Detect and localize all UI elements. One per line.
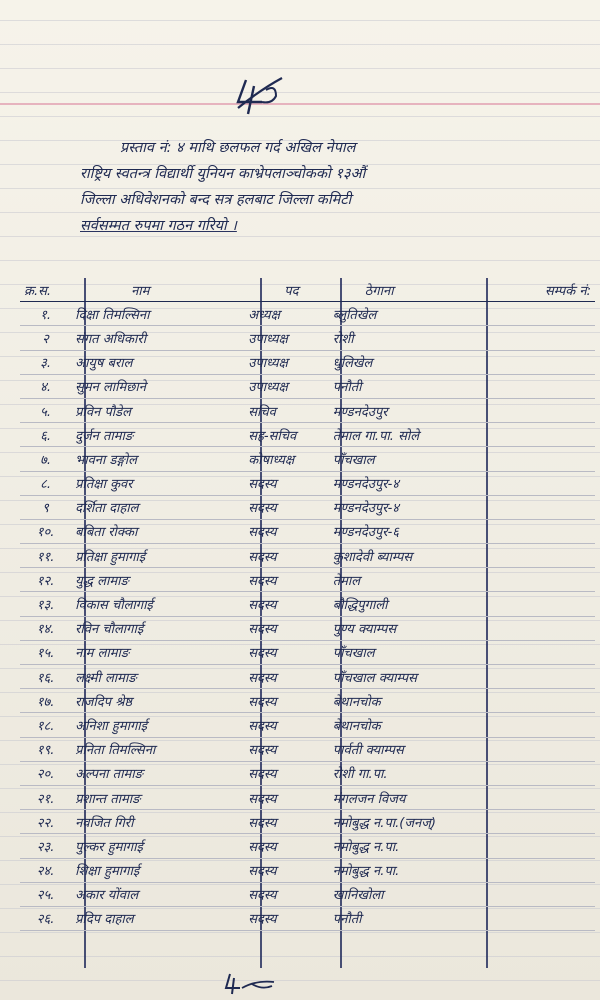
cell-address: मंगलजन विजय <box>329 785 494 809</box>
cell-phone <box>494 544 595 568</box>
cell-post: सदस्य <box>244 592 329 616</box>
ruled-line <box>0 44 600 45</box>
cell-address: तेमाल गा.पा. सोले <box>329 423 494 447</box>
cell-name: पुल्कर हुमागाई <box>71 834 244 858</box>
table-row <box>20 906 595 930</box>
cell-phone <box>494 495 595 519</box>
pink-margin-line <box>0 103 600 105</box>
cell-address: मण्डनदेउपुर-६ <box>329 519 494 543</box>
header-post: पद <box>244 278 329 302</box>
cell-post: सदस्य <box>244 810 329 834</box>
cell-phone <box>494 834 595 858</box>
cell-sn: १६. <box>20 665 71 689</box>
cell-phone <box>494 350 595 374</box>
cell-phone <box>494 302 595 326</box>
table-row <box>20 326 595 350</box>
table-row <box>20 761 595 785</box>
cell-sn: १. <box>20 302 71 326</box>
cell-name: संगत अधिकारी <box>71 326 244 350</box>
cell-address: मण्डनदेउपुर <box>329 398 494 422</box>
cell-post: उपाध्यक्ष <box>244 350 329 374</box>
table-row <box>20 568 595 592</box>
header-name: नाम <box>71 278 244 302</box>
cell-name: आयुष बराल <box>71 350 244 374</box>
cell-sn: ११. <box>20 544 71 568</box>
cell-name: नाम लामाङ <box>71 640 244 664</box>
table-row <box>20 398 595 422</box>
cell-phone <box>494 882 595 906</box>
table-row <box>20 495 595 519</box>
cell-sn: ६. <box>20 423 71 447</box>
cell-address: बौद्धिपुगाली <box>329 592 494 616</box>
cell-address: पाँचखाल क्याम्पस <box>329 665 494 689</box>
cell-post: अध्यक्ष <box>244 302 329 326</box>
cell-phone <box>494 568 595 592</box>
ruled-line <box>0 956 600 957</box>
cell-name: सुमन लामिछाने <box>71 374 244 398</box>
cell-name: राजदिप श्रेष्ठ <box>71 689 244 713</box>
cell-name: युद्ध लामाङ <box>71 568 244 592</box>
cell-post: सदस्य <box>244 858 329 882</box>
cell-post: सदस्य <box>244 665 329 689</box>
cell-phone <box>494 665 595 689</box>
cell-name: भावना डङ्गोल <box>71 447 244 471</box>
table-row <box>20 423 595 447</box>
cell-address: धुलिखेल <box>329 350 494 374</box>
cell-address: मण्डनदेउपुर-४ <box>329 471 494 495</box>
cell-phone <box>494 423 595 447</box>
table-row <box>20 882 595 906</box>
cell-name: अल्पना तामाङ <box>71 761 244 785</box>
cell-phone <box>494 326 595 350</box>
cell-sn: २६. <box>20 906 71 930</box>
table-row <box>20 447 595 471</box>
cell-post: सचिव <box>244 398 329 422</box>
cell-phone <box>494 785 595 809</box>
cell-phone <box>494 810 595 834</box>
cell-phone <box>494 737 595 761</box>
cell-address: पनौती <box>329 374 494 398</box>
cell-address: रोशी <box>329 326 494 350</box>
roster-body <box>20 302 595 931</box>
cell-phone <box>494 398 595 422</box>
table-row <box>20 737 595 761</box>
cell-name: लक्ष्मी लामाङ <box>71 665 244 689</box>
cell-sn: २१. <box>20 785 71 809</box>
ruled-line <box>0 20 600 21</box>
cell-address: पाँचखाल <box>329 640 494 664</box>
table-row <box>20 302 595 326</box>
cell-post: सदस्य <box>244 713 329 737</box>
cell-address: बेथानचोक <box>329 713 494 737</box>
cell-post: उपाध्यक्ष <box>244 326 329 350</box>
cell-sn: २०. <box>20 761 71 785</box>
cell-phone <box>494 471 595 495</box>
cell-name: अकार योंवाल <box>71 882 244 906</box>
cell-name: अनिशा हुमागाई <box>71 713 244 737</box>
cell-sn: १२. <box>20 568 71 592</box>
table-row <box>20 665 595 689</box>
cell-post: कोषाध्यक्ष <box>244 447 329 471</box>
heading-line-4: सर्वसम्मत रुपमा गठन गरियो । <box>80 218 237 234</box>
cell-address: नमोबुद्ध न.पा.(जनज्) <box>329 810 494 834</box>
cell-sn: १८. <box>20 713 71 737</box>
cell-address: नमोबुद्ध न.पा. <box>329 834 494 858</box>
table-row <box>20 350 595 374</box>
table-row <box>20 471 595 495</box>
cell-name: रविन चौलागाई <box>71 616 244 640</box>
cell-sn: १७. <box>20 689 71 713</box>
cell-sn: ९ <box>20 495 71 519</box>
cell-post: सदस्य <box>244 519 329 543</box>
table-row <box>20 640 595 664</box>
cell-sn: ४. <box>20 374 71 398</box>
resolution-paragraph <box>80 135 590 239</box>
cell-name: प्रतिक्षा कुवर <box>71 471 244 495</box>
cell-sn: १९. <box>20 737 71 761</box>
cell-name: प्रतिक्षा हुमागाई <box>71 544 244 568</box>
heading-line-1: प्रस्ताव नं: ४ माथि छलफल गर्द अखिल नेपाल <box>120 140 356 156</box>
cell-sn: ५. <box>20 398 71 422</box>
cell-name: शिक्षा हुमागाई <box>71 858 244 882</box>
cell-address: रोशी गा.पा. <box>329 761 494 785</box>
cell-sn: २२. <box>20 810 71 834</box>
table-row <box>20 810 595 834</box>
cell-address: कुशादेवी ब्याम्पस <box>329 544 494 568</box>
cell-post: उपाध्यक्ष <box>244 374 329 398</box>
cell-phone <box>494 616 595 640</box>
cell-sn: ८. <box>20 471 71 495</box>
cell-address: पार्वती क्याम्पस <box>329 737 494 761</box>
table-row <box>20 519 595 543</box>
cell-phone <box>494 592 595 616</box>
header-address: ठेगाना <box>329 278 494 302</box>
table-row <box>20 858 595 882</box>
cell-phone <box>494 447 595 471</box>
cell-sn: १५. <box>20 640 71 664</box>
heading-line-2: राष्ट्रिय स्वतन्त्र विद्यार्थी युनियन काभ्रेपलाञ्चोकको १३औं <box>80 166 366 182</box>
cell-phone <box>494 519 595 543</box>
table-row <box>20 544 595 568</box>
cell-sn: २४. <box>20 858 71 882</box>
cell-post: सदस्य <box>244 640 329 664</box>
cell-name: प्रविन पौडेल <box>71 398 244 422</box>
cell-phone <box>494 713 595 737</box>
ruled-line <box>0 116 600 117</box>
cell-sn: १४. <box>20 616 71 640</box>
table-row <box>20 785 595 809</box>
heading-line-3: जिल्ला अधिवेशनको बन्द सत्र हलबाट जिल्ला कमिटी <box>80 192 352 208</box>
table-row <box>20 689 595 713</box>
cell-sn: ७. <box>20 447 71 471</box>
table-row <box>20 616 595 640</box>
table-row <box>20 834 595 858</box>
committee-roster-table <box>20 278 595 931</box>
cell-sn: ३. <box>20 350 71 374</box>
cell-post: सदस्य <box>244 834 329 858</box>
cell-name: बबिता रोक्का <box>71 519 244 543</box>
cell-post: सदस्य <box>244 882 329 906</box>
cell-phone <box>494 640 595 664</box>
page-number-mark <box>232 72 292 122</box>
table-header-row <box>20 278 595 302</box>
cell-sn: २ <box>20 326 71 350</box>
cell-phone <box>494 906 595 930</box>
cell-sn: २३. <box>20 834 71 858</box>
table-row <box>20 374 595 398</box>
cell-post: सदस्य <box>244 568 329 592</box>
cell-phone <box>494 689 595 713</box>
cell-name: दुर्जन तामाङ <box>71 423 244 447</box>
header-sn: क्र.स. <box>20 278 71 302</box>
cell-name: प्रदिप दाहाल <box>71 906 244 930</box>
cell-address: पुण्य क्याम्पस <box>329 616 494 640</box>
cell-address: तेमाल <box>329 568 494 592</box>
cell-phone <box>494 858 595 882</box>
cell-post: सदस्य <box>244 495 329 519</box>
cell-post: सदस्य <box>244 906 329 930</box>
cell-sn: १०. <box>20 519 71 543</box>
cell-address: ब्लुतिखेल <box>329 302 494 326</box>
cell-post: सदस्य <box>244 689 329 713</box>
cell-address: पनौती <box>329 906 494 930</box>
cell-phone <box>494 761 595 785</box>
cell-phone <box>494 374 595 398</box>
ruled-line <box>0 92 600 93</box>
page-footer-mark <box>222 968 282 998</box>
ruled-line <box>0 260 600 261</box>
cell-sn: १३. <box>20 592 71 616</box>
cell-post: सदस्य <box>244 471 329 495</box>
cell-name: नवजित गिरी <box>71 810 244 834</box>
cell-address: बेथानचोक <box>329 689 494 713</box>
cell-address: मण्डनदेउपुर-४ <box>329 495 494 519</box>
cell-name: प्रशान्त तामाङ <box>71 785 244 809</box>
cell-name: दर्शिता दाहाल <box>71 495 244 519</box>
cell-post: सदस्य <box>244 785 329 809</box>
cell-name: दिक्षा तिमल्सिना <box>71 302 244 326</box>
ruled-line <box>0 932 600 933</box>
table-row <box>20 592 595 616</box>
cell-post: सदस्य <box>244 737 329 761</box>
ruled-line <box>0 980 600 981</box>
cell-post: सह-सचिव <box>244 423 329 447</box>
cell-address: नमोबुद्ध न.पा. <box>329 858 494 882</box>
header-phone: सम्पर्क नं: <box>494 278 595 302</box>
cell-post: सदस्य <box>244 544 329 568</box>
cell-post: सदस्य <box>244 761 329 785</box>
cell-name: प्रनिता तिमल्सिना <box>71 737 244 761</box>
table-row <box>20 713 595 737</box>
cell-post: सदस्य <box>244 616 329 640</box>
cell-address: खानिखोला <box>329 882 494 906</box>
ruled-line <box>0 68 600 69</box>
cell-address: पाँचखाल <box>329 447 494 471</box>
cell-name: विकास चौलागाई <box>71 592 244 616</box>
cell-sn: २५. <box>20 882 71 906</box>
